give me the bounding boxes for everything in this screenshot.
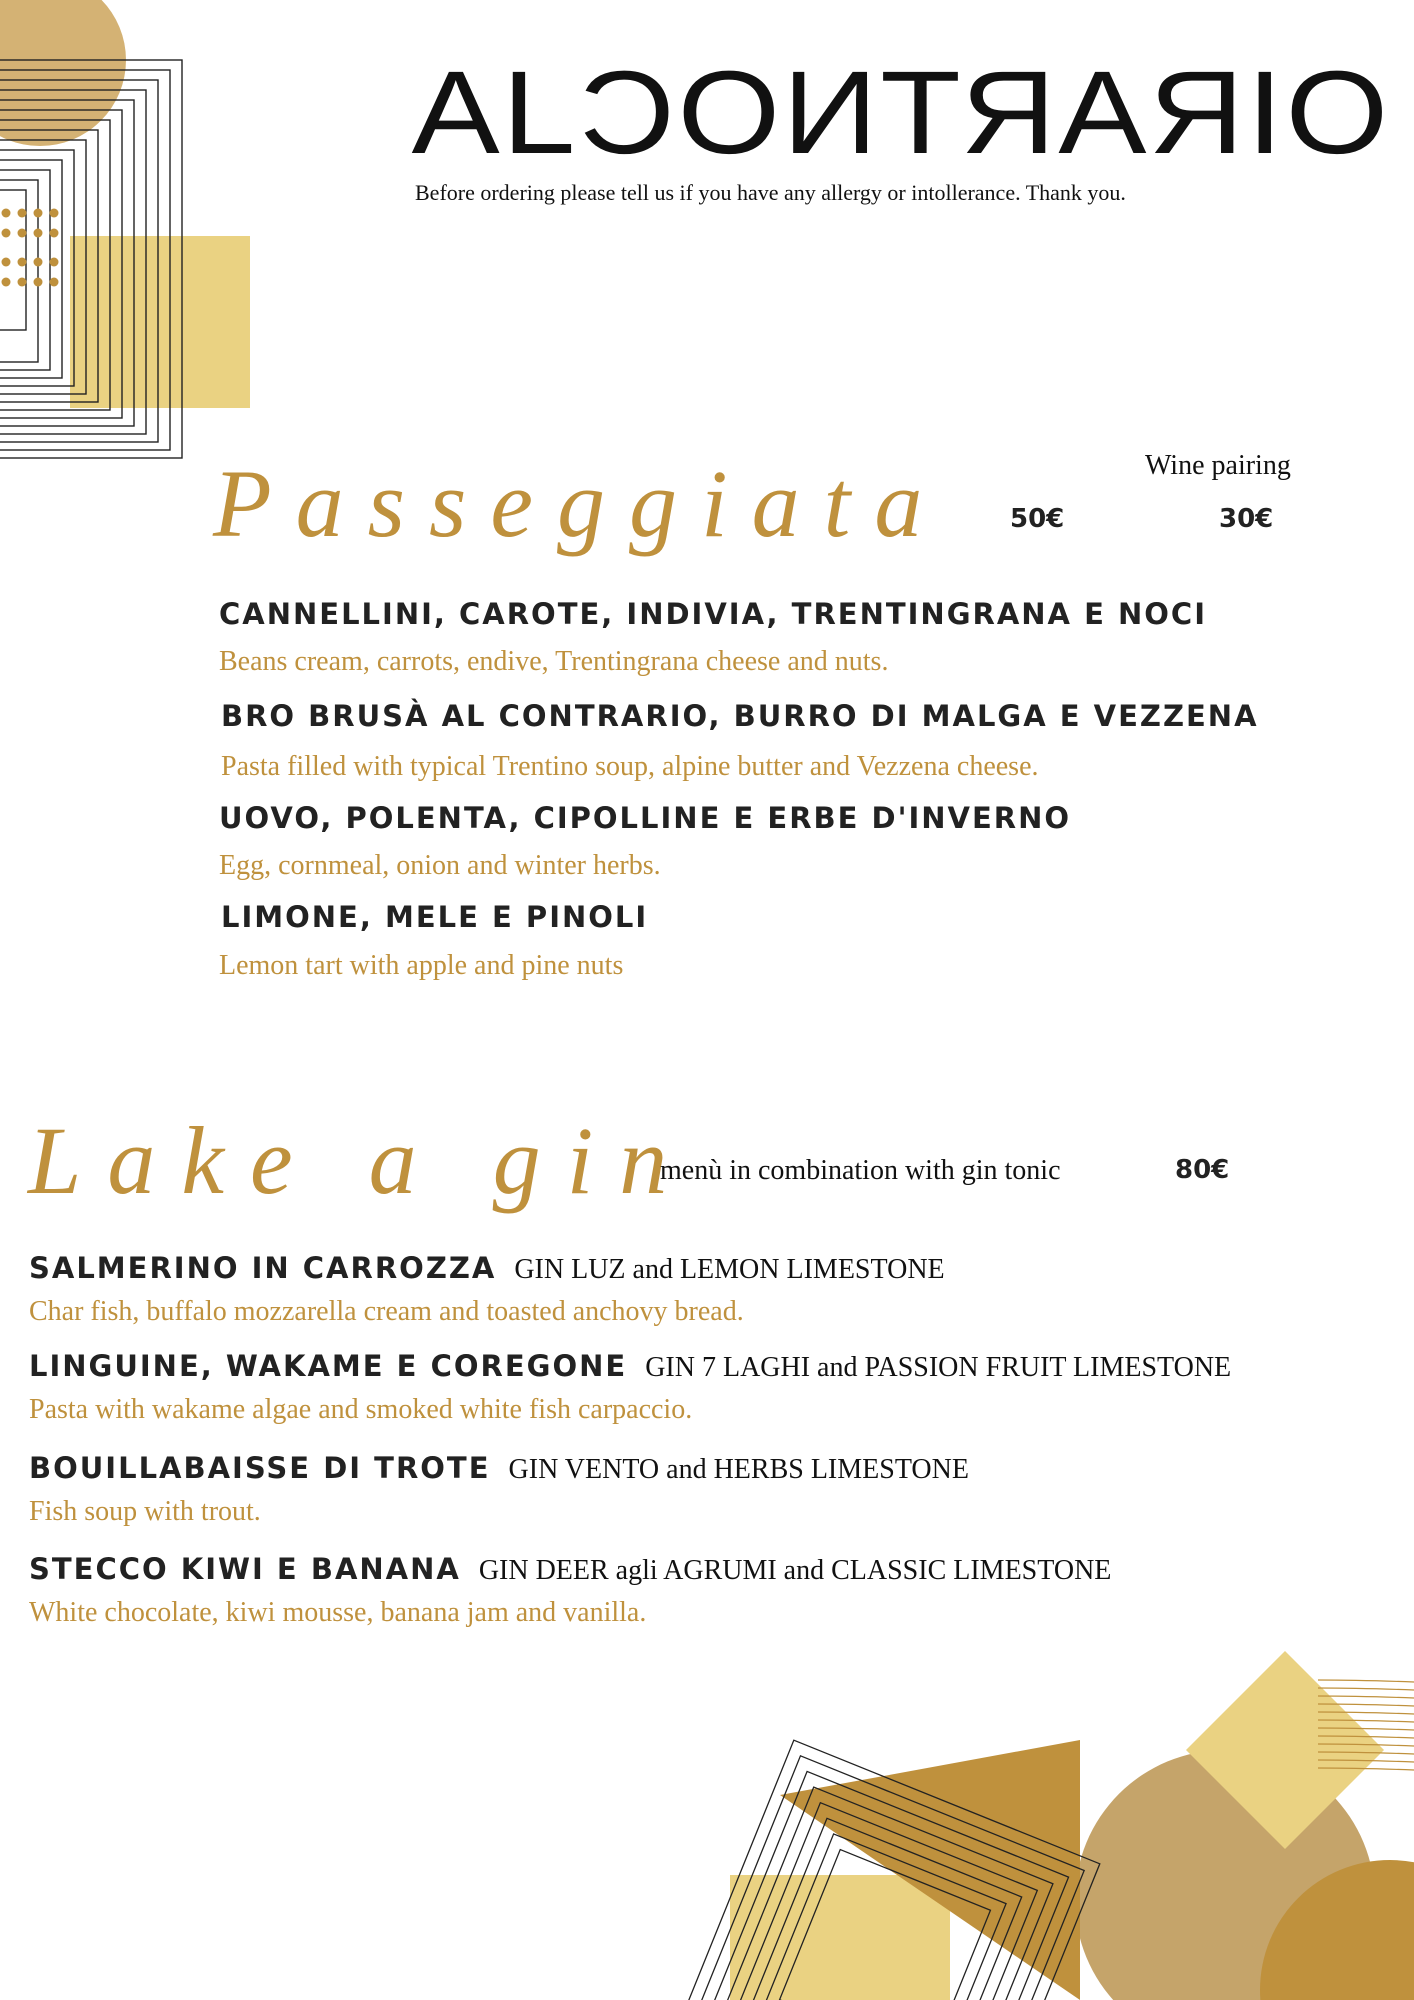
tan-circle-large [1075,1750,1375,2000]
passeggiata-dish-3-name: UOVO, POLENTA, CIPOLLINE E ERBE D'INVERNO [219,801,1072,835]
lake-a-gin-subtitle: menù in combination with gin tonic [660,1155,1061,1186]
passeggiata-dish-3-description: Egg, cornmeal, onion and winter herbs. [219,850,661,881]
wine-pairing-price: 30€ [1219,504,1274,534]
logo-text-mirrored: OIRARTNOC [577,47,1389,179]
nested-squares [0,60,182,458]
gold-triangle [780,1740,1080,2000]
dot-grid [2,209,59,287]
rotated-squares [670,1740,1100,2000]
lake-dish-1-gin: GIN LUZ and LEMON LIMESTONE [514,1254,945,1285]
lake-dish-4-title: STECCO KIWI E BANANA [29,1552,461,1586]
lake-dish-2-description: Pasta with wakame algae and smoked white fish carpaccio. [29,1394,693,1425]
passeggiata-dish-2-name: BRO BRUSÀ AL CONTRARIO, BURRO DI MALGA E VEZZENA [221,699,1259,733]
passeggiata-dish-1-name: CANNELLINI, CAROTE, INDIVIA, TRENTINGRANA E NOCI [219,597,1207,631]
lake-dish-1-description: Char fish, buffalo mozzarella cream and toasted anchovy bread. [29,1296,744,1327]
passeggiata-dish-4-description: Lemon tart with apple and pine nuts [219,950,624,981]
lake-a-gin-title: Lake a gin [28,1107,694,1214]
tan-circle [0,0,126,146]
yellow-block [730,1875,950,2000]
wine-pairing-label: Wine pairing [1145,450,1291,481]
allergy-notice: Before ordering please tell us if you have any allergy or intollerance. Thank you. [415,180,1126,205]
lake-dish-1-name [29,1251,945,1286]
lake-dish-1-title: SALMERINO IN CARROZZA [29,1251,497,1285]
passeggiata-dish-4-name: LIMONE, MELE E PINOLI [221,900,649,934]
gold-circle [1260,1860,1414,2000]
lake-dish-4-name [29,1552,1111,1587]
logo-text-left: AL [411,47,578,179]
lake-dish-4-description: White chocolate, kiwi mousse, banana jam and vanilla. [29,1597,647,1628]
lake-dish-3-title: BOUILLABAISSE DI TROTE [29,1451,491,1485]
lake-dish-2-gin: GIN 7 LAGHI and PASSION FRUIT LIMESTONE [645,1352,1232,1383]
lake-dish-3-description: Fish soup with trout. [29,1496,261,1527]
passeggiata-title: Passeggiata [213,450,947,557]
lake-a-gin-price: 80€ [1175,1155,1230,1185]
passeggiata-price: 50€ [1010,504,1065,534]
restaurant-logo [402,48,1399,178]
passeggiata-dish-1-description: Beans cream, carrots, endive, Trentingrana cheese and nuts. [219,646,889,677]
lake-dish-2-name [29,1349,1231,1384]
yellow-diamond [1186,1651,1384,1849]
yellow-square [70,236,250,408]
lake-dish-4-gin: GIN DEER agli AGRUMI and CLASSIC LIMESTONE [478,1555,1112,1586]
passeggiata-dish-2-description: Pasta filled with typical Trentino soup, alpine butter and Vezzena cheese. [221,751,1039,782]
line-pattern [1318,1680,1414,1770]
lake-dish-3-gin: GIN VENTO and HERBS LIMESTONE [508,1454,969,1485]
lake-dish-2-title: LINGUINE, WAKAME E COREGONE [29,1349,628,1383]
lake-dish-3-name [29,1451,969,1486]
